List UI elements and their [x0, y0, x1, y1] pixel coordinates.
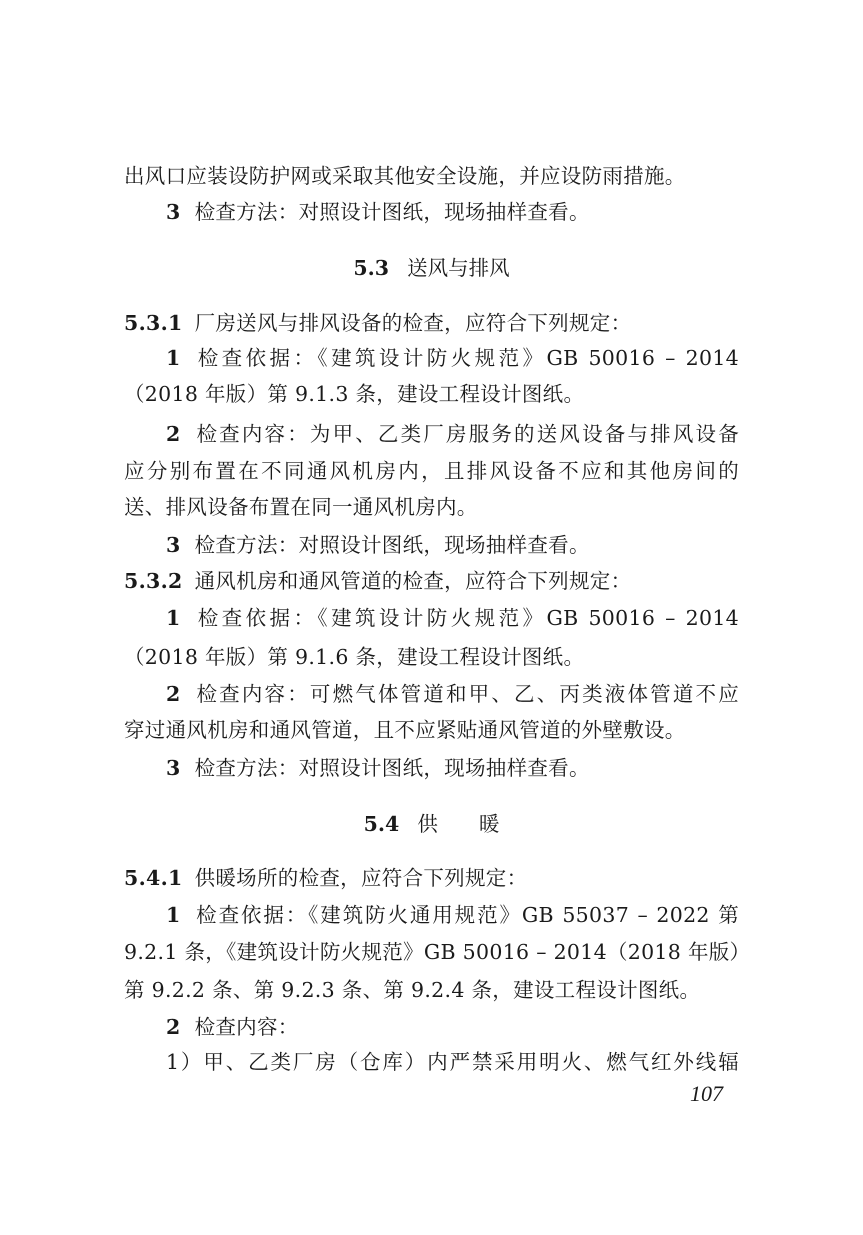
- text-line: 2 检查内容：可燃气体管道和甲、乙、丙类液体管道不应: [166, 682, 739, 706]
- clause-5-4-1: 5.4.1 供暖场所的检查，应符合下列规定：: [124, 866, 528, 890]
- clause-5-3-1: 5.3.1 厂房送风与排风设备的检查，应符合下列规定：: [124, 311, 632, 335]
- text-line: 送、排风设备布置在同一通风机房内。: [124, 495, 478, 519]
- text-line: 2 检查内容：: [166, 1015, 299, 1039]
- text-line: （2018 年版）第 9.1.6 条，建设工程设计图纸。: [124, 645, 585, 669]
- text-line: 出风口应装设防护网或采取其他安全设施，并应设防雨措施。: [124, 164, 686, 188]
- section-heading: 5.4 供 暖: [363, 812, 500, 836]
- text-line: 3 检查方法：对照设计图纸，现场抽样查看。: [166, 533, 590, 557]
- text-line: 1 检查依据：《建筑设计防火规范》GB 50016 – 2014: [166, 606, 739, 630]
- text-line: 9.2.1 条，《建筑设计防火规范》GB 50016 – 2014（2018 年版）: [124, 940, 751, 964]
- section-heading: 5.3 送风与排风: [353, 256, 510, 280]
- text-line: 3 检查方法：对照设计图纸，现场抽样查看。: [166, 200, 590, 224]
- text-line: 3 检查方法：对照设计图纸，现场抽样查看。: [166, 756, 590, 780]
- text-line: 2 检查内容：为甲、乙类厂房服务的送风设备与排风设备: [166, 422, 739, 446]
- text-line: 第 9.2.2 条、第 9.2.3 条、第 9.2.4 条，建设工程设计图纸。: [124, 978, 701, 1002]
- text-line: 1）甲、乙类厂房（仓库）内严禁采用明火、燃气红外线辐: [166, 1050, 739, 1074]
- text-line: 穿过通风机房和通风管道，且不应紧贴通风管道的外壁敷设。: [124, 718, 686, 742]
- text-line: 1 检查依据：《建筑防火通用规范》GB 55037 – 2022 第: [166, 903, 739, 927]
- clause-5-3-2: 5.3.2 通风机房和通风管道的检查，应符合下列规定：: [124, 569, 632, 593]
- text-line: 应分别布置在不同通风机房内，且排风设备不应和其他房间的: [124, 459, 739, 483]
- text-line: （2018 年版）第 9.1.3 条，建设工程设计图纸。: [124, 382, 585, 406]
- page-number: 107: [690, 1081, 723, 1106]
- text-line: 1 检查依据：《建筑设计防火规范》GB 50016 – 2014: [166, 346, 739, 370]
